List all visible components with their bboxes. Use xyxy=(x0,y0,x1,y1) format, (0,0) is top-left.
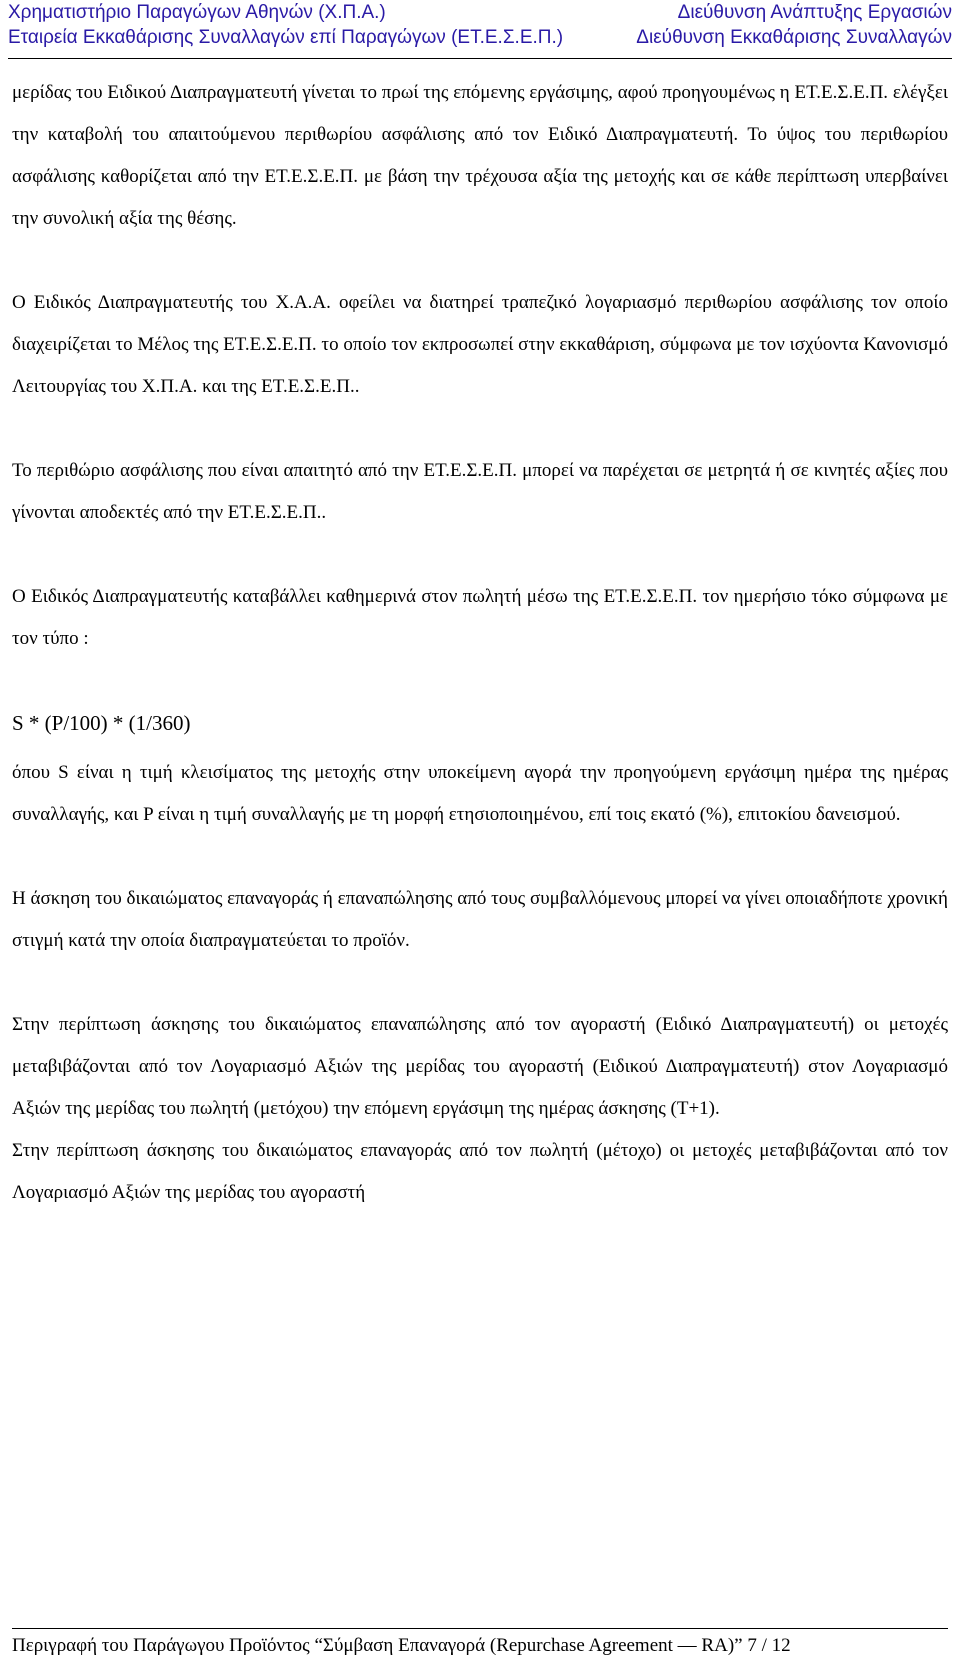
exchange-name: Χρηματιστήριο Παραγώγων Αθηνών (Χ.Π.Α.) xyxy=(8,2,386,23)
department-clearing: Διεύθυνση Εκκαθάρισης Συναλλαγών xyxy=(636,27,952,48)
header-row-2 xyxy=(8,25,952,50)
paragraph-margin-account: Ο Ειδικός Διαπραγματευτής του Χ.Α.Α. οφείλει να διατηρεί τραπεζικό λογαριασμό περιθωρίου ασφάλισης τον οποίο διαχειρίζεται το Μέλος της ΕΤ.Ε.Σ.Ε.Π. το οποίο τον εκπροσωπεί στην εκκαθάριση, σύμφωνα με τον ισχύοντα Κανονισμό Λειτουργίας του Χ.Π.Α. και της ΕΤ.Ε.Σ.Ε.Π.. xyxy=(12,292,948,397)
document-body xyxy=(12,72,948,1214)
department-development: Διεύθυνση Ανάπτυξης Εργασιών xyxy=(677,2,952,23)
paragraph-exercise-right: Η άσκηση του δικαιώματος επαναγοράς ή επαναπώλησης από τους συμβαλλόμενους μπορεί να γίνει οποιαδήποτε χρονική στιγμή κατά την οποία διαπραγματεύεται το προϊόν. xyxy=(12,888,948,951)
header-row-1 xyxy=(8,0,952,25)
paragraph-repurchase-exercise: Στην περίπτωση άσκησης του δικαιώματος επαναγοράς από τον πωλητή (μέτοχο) οι μετοχές μεταβιβάζονται από τον Λογαριασμό Αξιών της μερίδας του αγοραστή xyxy=(12,1140,948,1203)
footer-text: Περιγραφή του Παράγωγου Προϊόντος “Σύμβαση Επαναγορά (Repurchase Agreement — RA)” 7 / 12 xyxy=(12,1635,791,1656)
page-footer xyxy=(12,1628,948,1659)
paragraph-formula-definitions: όπου S είναι η τιμή κλεισίματος της μετοχής στην υποκείμενη αγορά την προηγούμενη εργάσιμη ημέρα της ημέρας συναλλαγής, και P είναι η τιμή συναλλαγής με τη μορφή ετησιοποιημένου, επί τοις εκατό (%), επιτοκίου δανεισμού. xyxy=(12,762,948,825)
interest-formula: S * (P/100) * (1/360) xyxy=(12,711,191,735)
paragraph-margin-form: Το περιθώριο ασφάλισης που είναι απαιτητό από την ΕΤ.Ε.Σ.Ε.Π. μπορεί να παρέχεται σε μετρητά ή σε κινητές αξίες που γίνονται αποδεκτές από την ΕΤ.Ε.Σ.Ε.Π.. xyxy=(12,460,948,523)
paragraph-resale-exercise: Στην περίπτωση άσκησης του δικαιώματος επαναπώλησης από τον αγοραστή (Ειδικό Διαπραγματευτή) οι μετοχές μεταβιβάζονται από τον Λογαριασμό Αξιών της μερίδας του αγοραστή (Ειδικού Διαπραγματευτή) στον Λογαριασμό Αξιών της μερίδας του πωλητή (μετόχου) την επόμενη εργάσιμη της ημέρας άσκησης (Τ+1). xyxy=(12,1014,948,1119)
paragraph-daily-interest: Ο Ειδικός Διαπραγματευτής καταβάλλει καθημερινά στον πωλητή μέσω της ΕΤ.Ε.Σ.Ε.Π. τον ημερήσιο τόκο σύμφωνα με τον τύπο : xyxy=(12,586,948,649)
clearing-company-name: Εταιρεία Εκκαθάρισης Συναλλαγών επί Παραγώγων (ΕΤ.Ε.Σ.Ε.Π.) xyxy=(8,27,564,48)
page-header xyxy=(8,0,952,59)
paragraph-margin-check: μερίδας του Ειδικού Διαπραγματευτή γίνεται το πρωί της επόμενης εργάσιμης, αφού προηγουμένως η ΕΤ.Ε.Σ.Ε.Π. ελέγξει την καταβολή του απαιτούμενου περιθωρίου ασφάλισης από τον Ειδικό Διαπραγματευτή. Το ύψος του περιθωρίου ασφάλισης καθορίζεται από την ΕΤ.Ε.Σ.Ε.Π. με βάση την τρέχουσα αξία της μετοχής και σε κάθε περίπτωση υπερβαίνει την συνολική αξία της θέσης. xyxy=(12,82,948,229)
